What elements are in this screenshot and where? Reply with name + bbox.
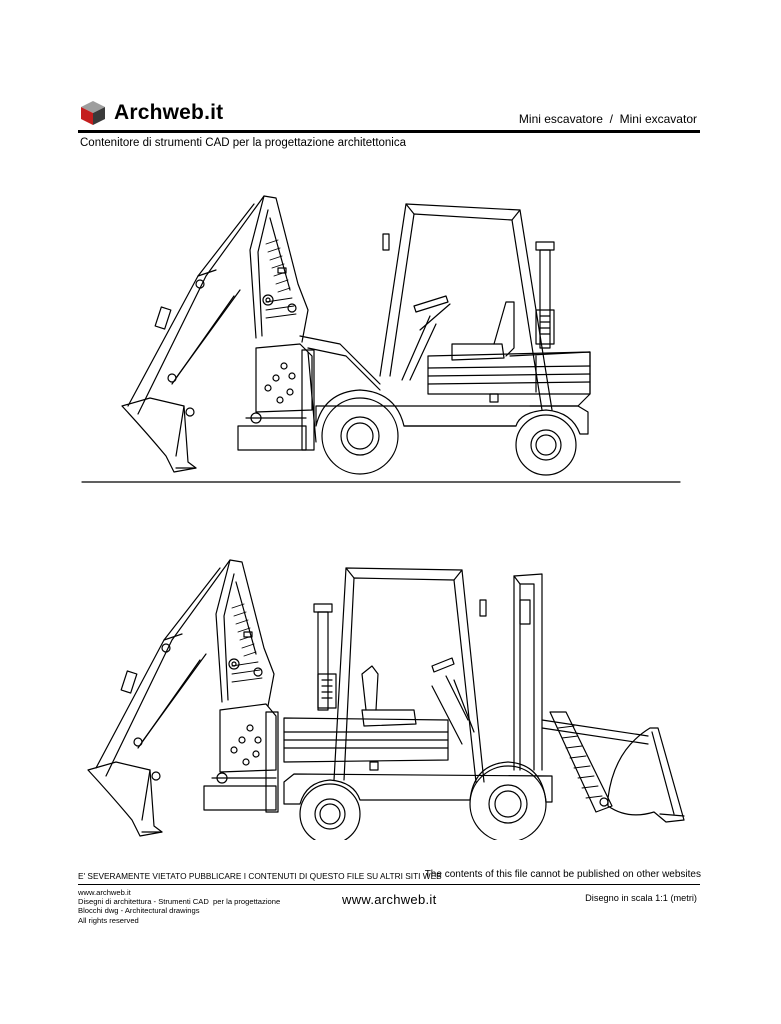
rear-wheel xyxy=(322,398,398,474)
scale-note: Disegno in scala 1:1 (metri) xyxy=(585,893,697,903)
brand-name: Archweb.it xyxy=(114,101,224,124)
archweb-logo-icon xyxy=(80,100,106,126)
footer-site-info xyxy=(78,888,280,925)
subtitle: Contenitore di strumenti CAD per la progettazione architettonica xyxy=(80,137,407,149)
footer-line: www.archweb.it xyxy=(78,888,131,897)
header-rule xyxy=(78,130,700,133)
drawing-title: Mini escavatore / Mini excavator xyxy=(518,112,697,126)
warning-italian: E' SEVERAMENTE VIETATO PUBBLICARE I CONTENUTI DI QUESTO FILE SU ALTRI SITI WEB xyxy=(78,871,442,881)
footer-line: Blocchi dwg - Architectural drawings xyxy=(78,906,200,916)
front-wheel xyxy=(300,784,360,840)
footer-rule xyxy=(78,884,700,885)
excavator-view-right xyxy=(82,560,700,840)
warning-english: The contents of this file cannot be published on other websites xyxy=(424,869,701,880)
footer-url[interactable]: www.archweb.it xyxy=(342,892,437,907)
footer-line: Disegni di architettura - Strumenti CAD per la progettazione xyxy=(78,897,281,907)
excavator-view-left xyxy=(82,196,680,482)
excavator-drawing xyxy=(80,180,700,840)
rear-wheel xyxy=(470,766,546,840)
front-wheel xyxy=(516,415,576,475)
footer-line: All rights reserved xyxy=(78,915,139,925)
